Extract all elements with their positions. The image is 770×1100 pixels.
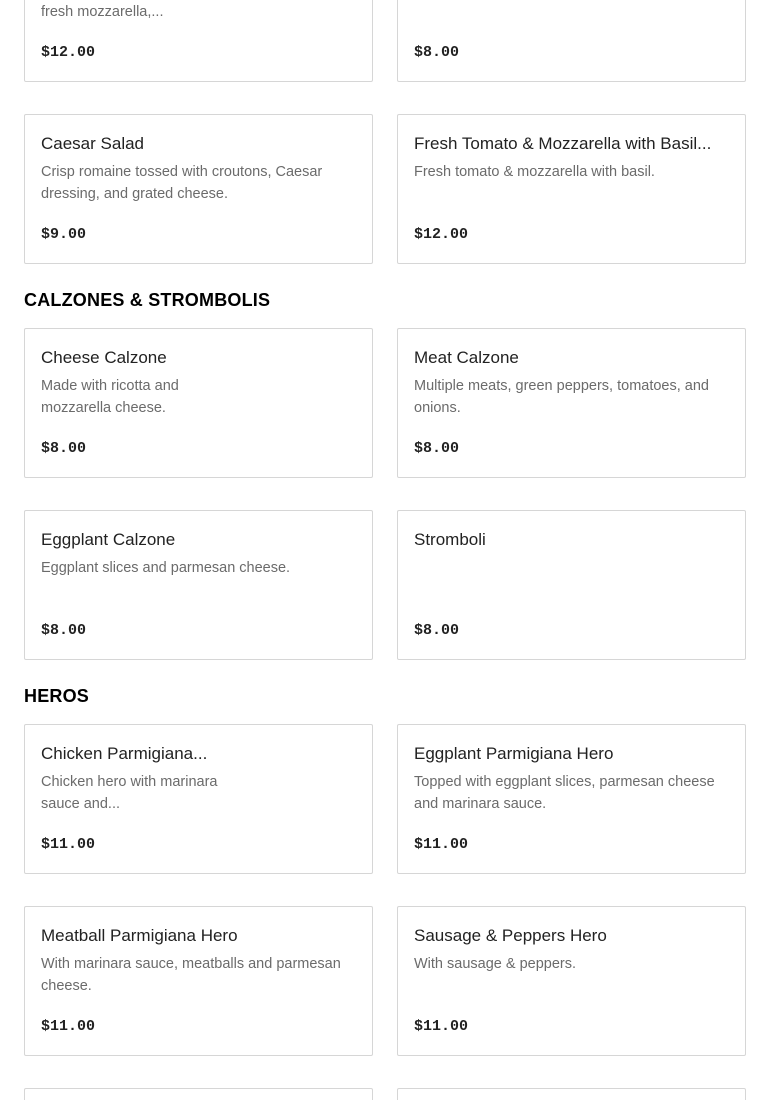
section-title-calzones: CALZONES & STROMBOLIS [24, 290, 271, 310]
menu-item-price: $8.00 [414, 440, 460, 457]
menu-item-card[interactable] [397, 510, 746, 660]
menu-item-name: Cheese Calzone [41, 348, 167, 367]
menu-item-price: $12.00 [414, 226, 469, 243]
menu-item-card[interactable] [24, 328, 373, 478]
menu-item-price: $8.00 [414, 44, 460, 61]
menu-item-card[interactable] [397, 724, 746, 874]
menu-item-name: Chicken Parmigiana... [41, 744, 208, 763]
menu-item-description: Made with ricotta and mozzarella cheese. [41, 378, 179, 416]
menu-item-card[interactable] [397, 114, 746, 264]
menu-item-description: Eggplant slices and parmesan cheese. [41, 560, 291, 576]
menu-item-card[interactable] [397, 906, 746, 1056]
section-title-heros: HEROS [24, 686, 90, 706]
menu-item-card[interactable] [397, 328, 746, 478]
menu-item-name: Meat Calzone [414, 348, 519, 367]
menu-item-description: Fresh tomato & mozzarella with basil. [414, 164, 655, 180]
menu-item-price: $8.00 [41, 622, 87, 639]
menu-item-name: Eggplant Calzone [41, 530, 176, 549]
menu-item-description: Crisp romaine tossed with croutons, Caesar dressing, and grated cheese. [41, 164, 323, 202]
menu-item-price: $8.00 [414, 622, 460, 639]
menu-item-price: $11.00 [414, 836, 469, 853]
menu-item-card[interactable] [397, 1088, 746, 1100]
menu-item-card[interactable] [24, 724, 373, 874]
menu-item-card[interactable] [24, 114, 373, 264]
menu-item-price: $11.00 [414, 1018, 469, 1035]
menu-item-name: Meatball Parmigiana Hero [41, 926, 238, 945]
menu-item-description: Multiple meats, green peppers, tomatoes, and onions. [414, 378, 709, 416]
menu-item-card[interactable] [24, 906, 373, 1056]
menu-item-description: fresh mozzarella,... [41, 4, 164, 20]
menu-item-price: $12.00 [41, 44, 96, 61]
menu-item-card[interactable] [397, 0, 746, 82]
menu-item-description: Topped with eggplant slices, parmesan cheese and marinara sauce. [414, 774, 715, 812]
menu-item-card[interactable] [24, 0, 373, 82]
menu-item-description: With marinara sauce, meatballs and parmesan cheese. [41, 956, 341, 994]
menu-item-card[interactable] [24, 1088, 373, 1100]
menu-item-description: With sausage & peppers. [414, 956, 577, 972]
menu-item-price: $8.00 [41, 440, 87, 457]
menu-item-name: Fresh Tomato & Mozzarella with Basil... [414, 134, 712, 153]
menu-item-description: Chicken hero with marinara sauce and... [41, 774, 218, 812]
menu-item-name: Sausage & Peppers Hero [414, 926, 607, 945]
menu-item-price: $11.00 [41, 1018, 96, 1035]
menu-item-name: Stromboli [414, 530, 486, 549]
menu-item-name: Eggplant Parmigiana Hero [414, 744, 614, 763]
menu-item-name: Caesar Salad [41, 134, 145, 153]
menu-item-price: $11.00 [41, 836, 96, 853]
menu-item-price: $9.00 [41, 226, 87, 243]
menu-item-card[interactable] [24, 510, 373, 660]
